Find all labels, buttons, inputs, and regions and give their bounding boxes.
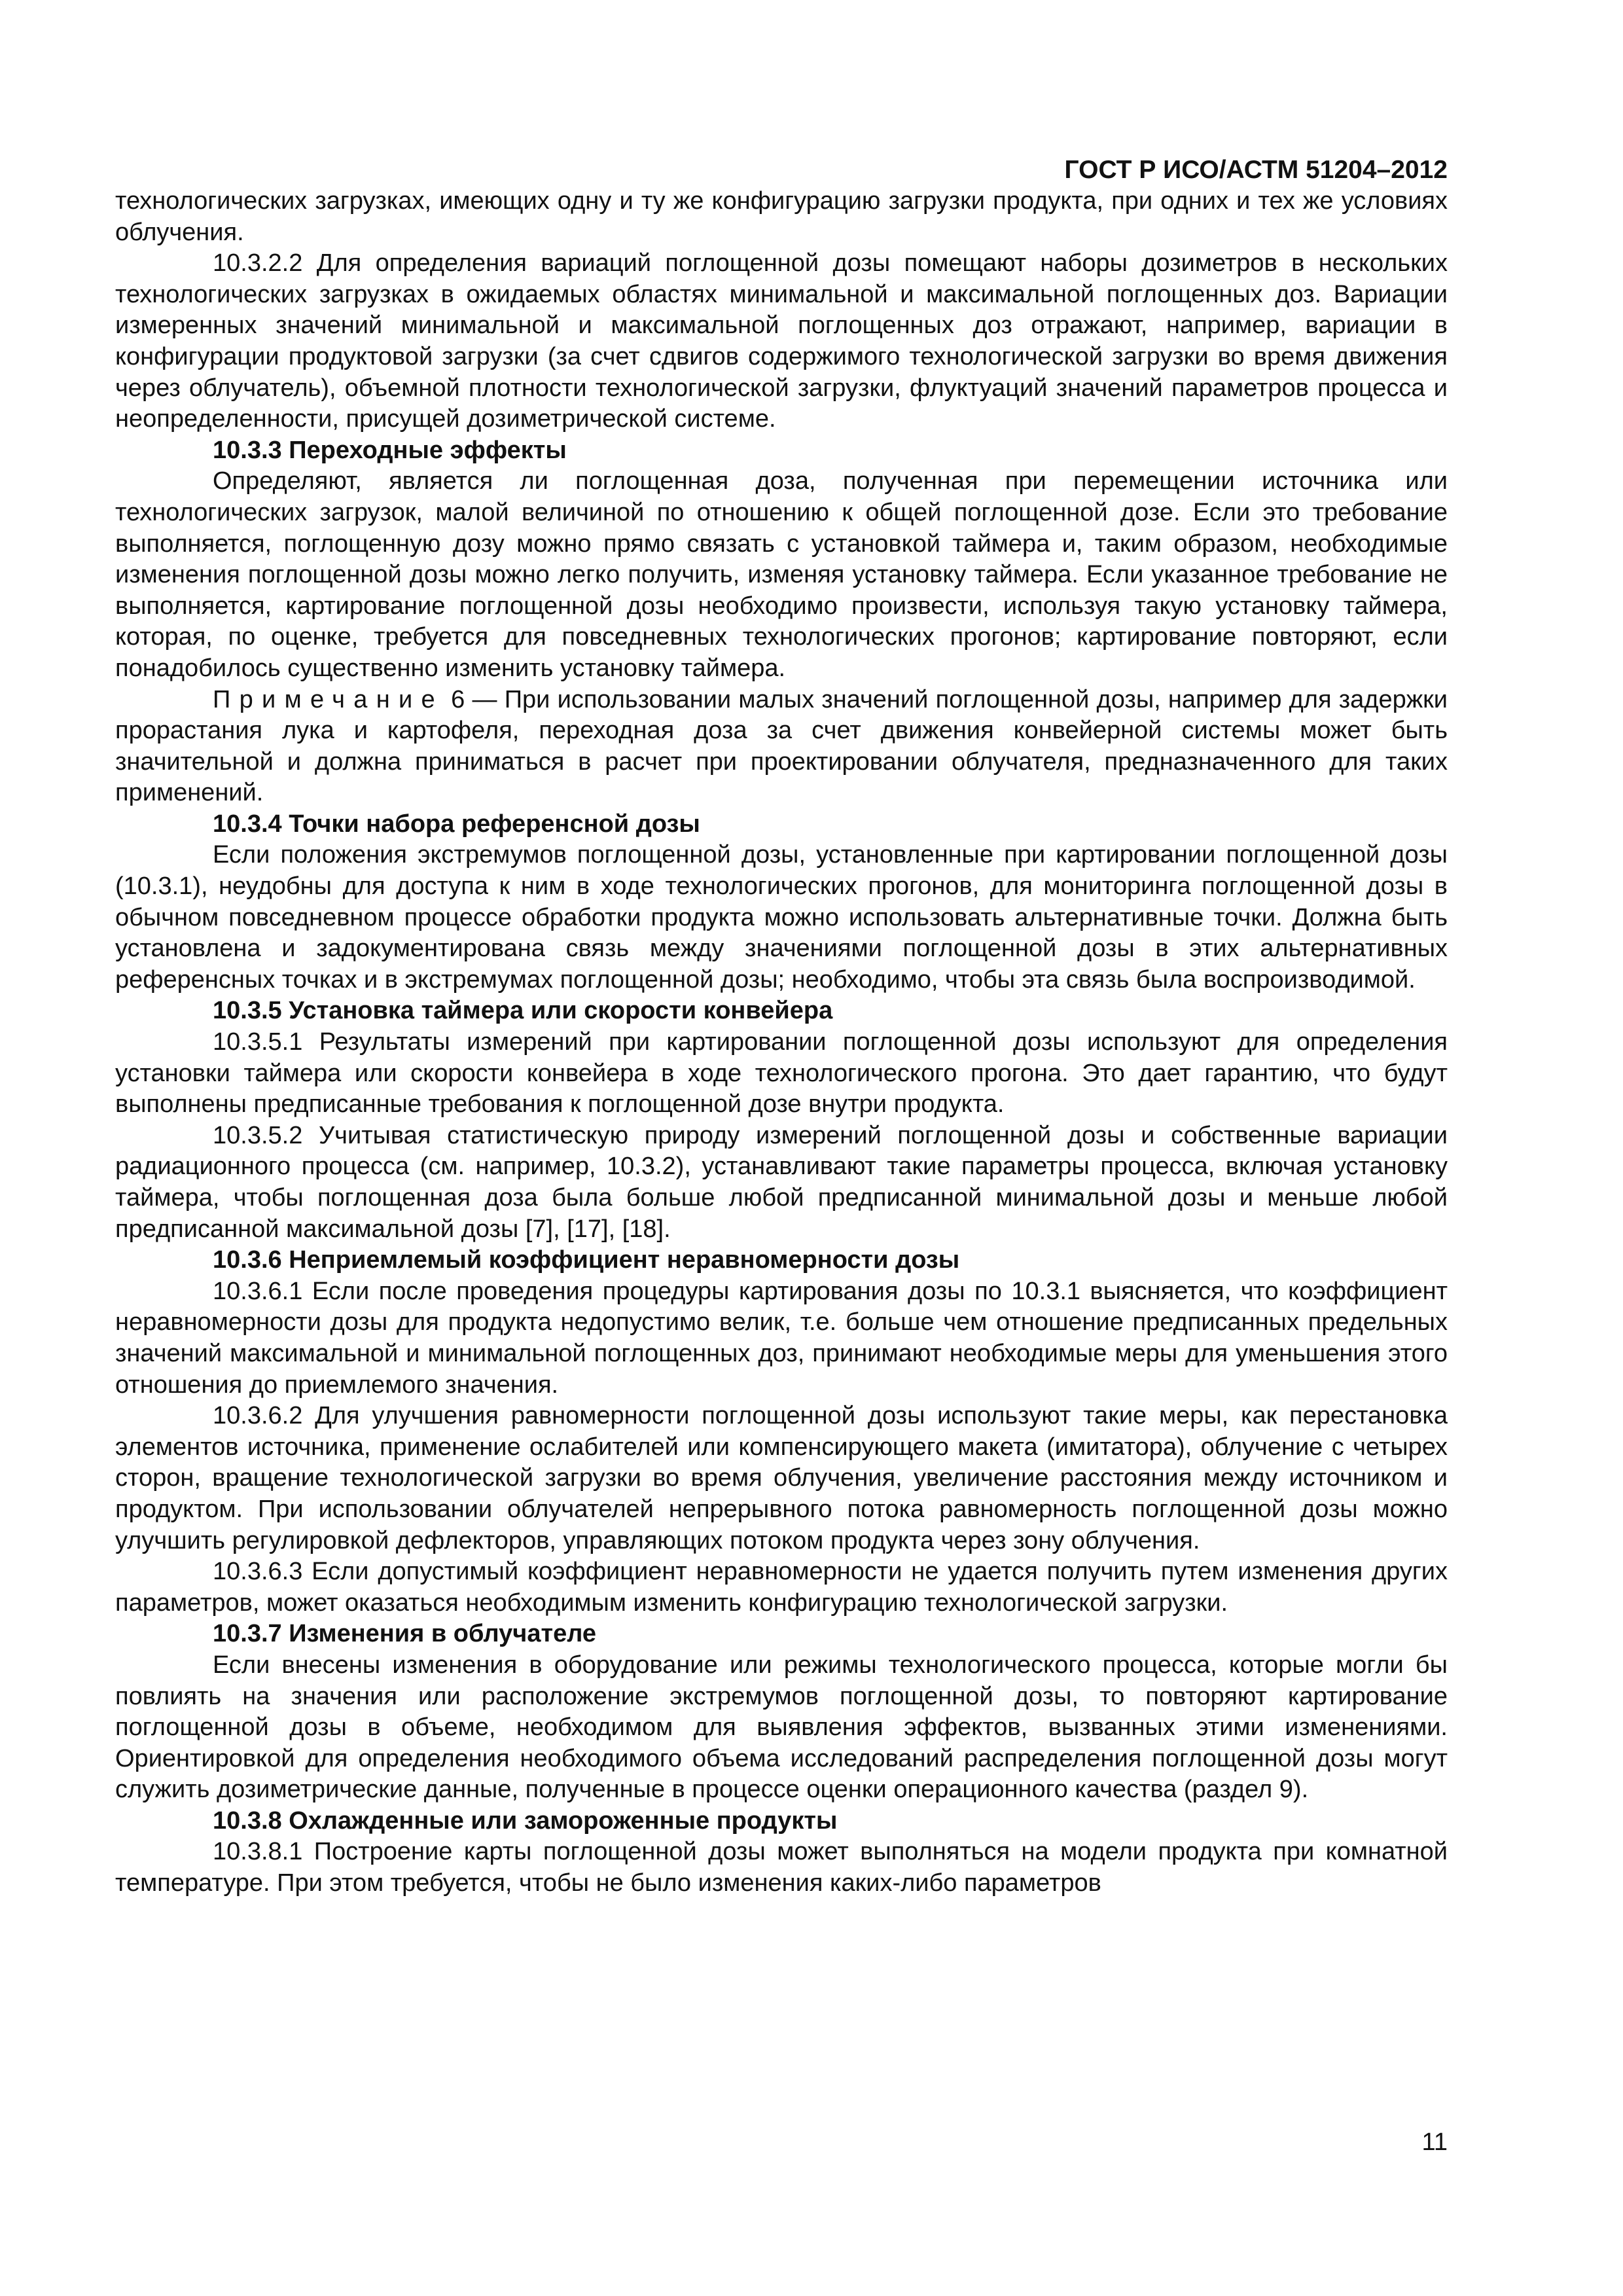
section-heading-10-3-7: 10.3.7 Изменения в облучателе [213,1620,596,1648]
paragraph-transient-effects: Определяют, является ли поглощенная доза, полученная при перемещении источника или технологических загрузок, малой величиной по отношению к общей поглощенной дозе. Если это требование выполняется, поглощенную дозу можно прямо связать с установкой таймера и, таким образом, необходимые изменения поглощенной дозы можно легко получить, изменяя установку таймера. Если указанное требование не выполняется, картирование поглощенной дозы необходимо произвести, используя такую установку таймера, которая, по оценке, требуется для повседневных технологических прогонов; картирование повторяют, если понадобилось существенно изменить установку таймера. [115,467,1448,682]
note-text: 6 — При использовании малых значений поглощенной дозы, например для задержки прорастания лука и картофеля, переходная доза за счет движения конвейерной системы может быть значительной и должна приниматься в расчет при проектировании облучателя, предназначенного для таких применений. [115,685,1448,807]
section-heading-10-3-5: 10.3.5 Установка таймера или скорости конвейера [213,997,833,1025]
paragraph-10-3-6-1: 10.3.6.1 Если после проведения процедуры картирования дозы по 10.3.1 выясняется, что коэффициент неравномерности дозы для продукта недопустимо велик, т.е. больше чем отношение предписанных предельных значений максимальной и минимальной поглощенных доз, принимают необходимые меры для уменьшения этого отношения до приемлемого значения. [115,1277,1448,1399]
paragraph-10-3-6-2: 10.3.6.2 Для улучшения равномерности поглощенной дозы используют такие меры, как перестановка элементов источника, применение ослабителей или компенсирующего макета (имитатора), облучение с четырех сторон, вращение технологической загрузки во время облучения, увеличение расстояния между источником и продуктом. При использовании облучателей непрерывного потока равномерность поглощенной дозы можно улучшить регулировкой дефлекторов, управляющих потоком продукта через зону облучения. [115,1402,1448,1554]
paragraph-10-3-2-2: 10.3.2.2 Для определения вариаций поглощенной дозы помещают наборы дозиметров в нескольких технологических загрузках в ожидаемых областях минимальной и максимальной поглощенных доз. Вариации измеренных значений минимальной и максимальной поглощенных доз отражают, например, вариации в конфигурации продуктовой загрузки (за счет сдвигов содержимого технологической загрузки во время движения через облучатель), объемной плотности технологической загрузки, флуктуаций значений параметров процесса и неопределенности, присущей дозиметрической системе. [115,249,1448,433]
note-6 [115,685,1448,809]
page-number: 11 [1421,2128,1448,2156]
paragraph-10-3-5-1: 10.3.5.1 Результаты измерений при картировании поглощенной дозы используют для определения установки таймера или скорости конвейера в ходе технологического прогона. Это дает гарантию, что будут выполнены предписанные требования к поглощенной дозе внутри продукта. [115,1028,1448,1119]
paragraph-10-3-8-1: 10.3.8.1 Построение карты поглощенной дозы может выполняться на модели продукта при комнатной температуре. При этом требуется, чтобы не было изменения каких-либо параметров [115,1838,1448,1897]
section-heading-10-3-3: 10.3.3 Переходные эффекты [213,436,567,464]
paragraph-10-3-5-2: 10.3.5.2 Учитывая статистическую природу измерений поглощенной дозы и собственные вариации радиационного процесса (см. например, 10.3.2), устанавливают такие параметры процесса, включая установку таймера, чтобы поглощенная доза была больше любой предписанной минимальной дозы и меньше любой предписанной максимальной дозы [7], [17], [18]. [115,1121,1448,1243]
paragraph-continuation: технологических загрузках, имеющих одну и ту же конфигурацию загрузки продукта, при одних и тех же условиях облучения. [115,187,1448,246]
section-heading-10-3-4: 10.3.4 Точки набора референсной дозы [213,810,700,838]
document-body [115,186,1448,1899]
paragraph-irradiator-changes: Если внесены изменения в оборудование или режимы технологического процесса, которые могли бы повлиять на значения или расположение экстремумов поглощенной дозы, то повторяют картирование поглощенной дозы в объеме, необходимом для выявления эффектов, вызванных этими изменениями. Ориентировкой для определения необходимого объема исследований распределения поглощенной дозы могут служить дозиметрические данные, полученные в процессе оценки операционного качества (раздел 9). [115,1651,1448,1804]
standard-code-header: ГОСТ Р ИСО/АСТМ 51204–2012 [1064,156,1448,184]
paragraph-reference-dose-points: Если положения экстремумов поглощенной дозы, установленные при картировании поглощенной дозы (10.3.1), неудобны для доступа к ним в ходе технологических прогонов, для мониторинга поглощенной дозы в обычном повседневном процессе обработки продукта можно использовать альтернативные точки. Должна быть установлена и задокументирована связь между значениями поглощенной дозы в этих альтернативных референсных точках и в экстремумах поглощенной дозы; необходимо, чтобы эта связь была воспроизводимой. [115,841,1448,994]
note-label: Примечание [213,685,444,713]
section-heading-10-3-6: 10.3.6 Неприемлемый коэффициент неравномерности дозы [213,1246,960,1274]
paragraph-10-3-6-3: 10.3.6.3 Если допустимый коэффициент неравномерности не удается получить путем изменения других параметров, может оказаться необходимым изменить конфигурацию технологической загрузки. [115,1558,1448,1617]
section-heading-10-3-8: 10.3.8 Охлажденные или замороженные продукты [213,1806,838,1835]
